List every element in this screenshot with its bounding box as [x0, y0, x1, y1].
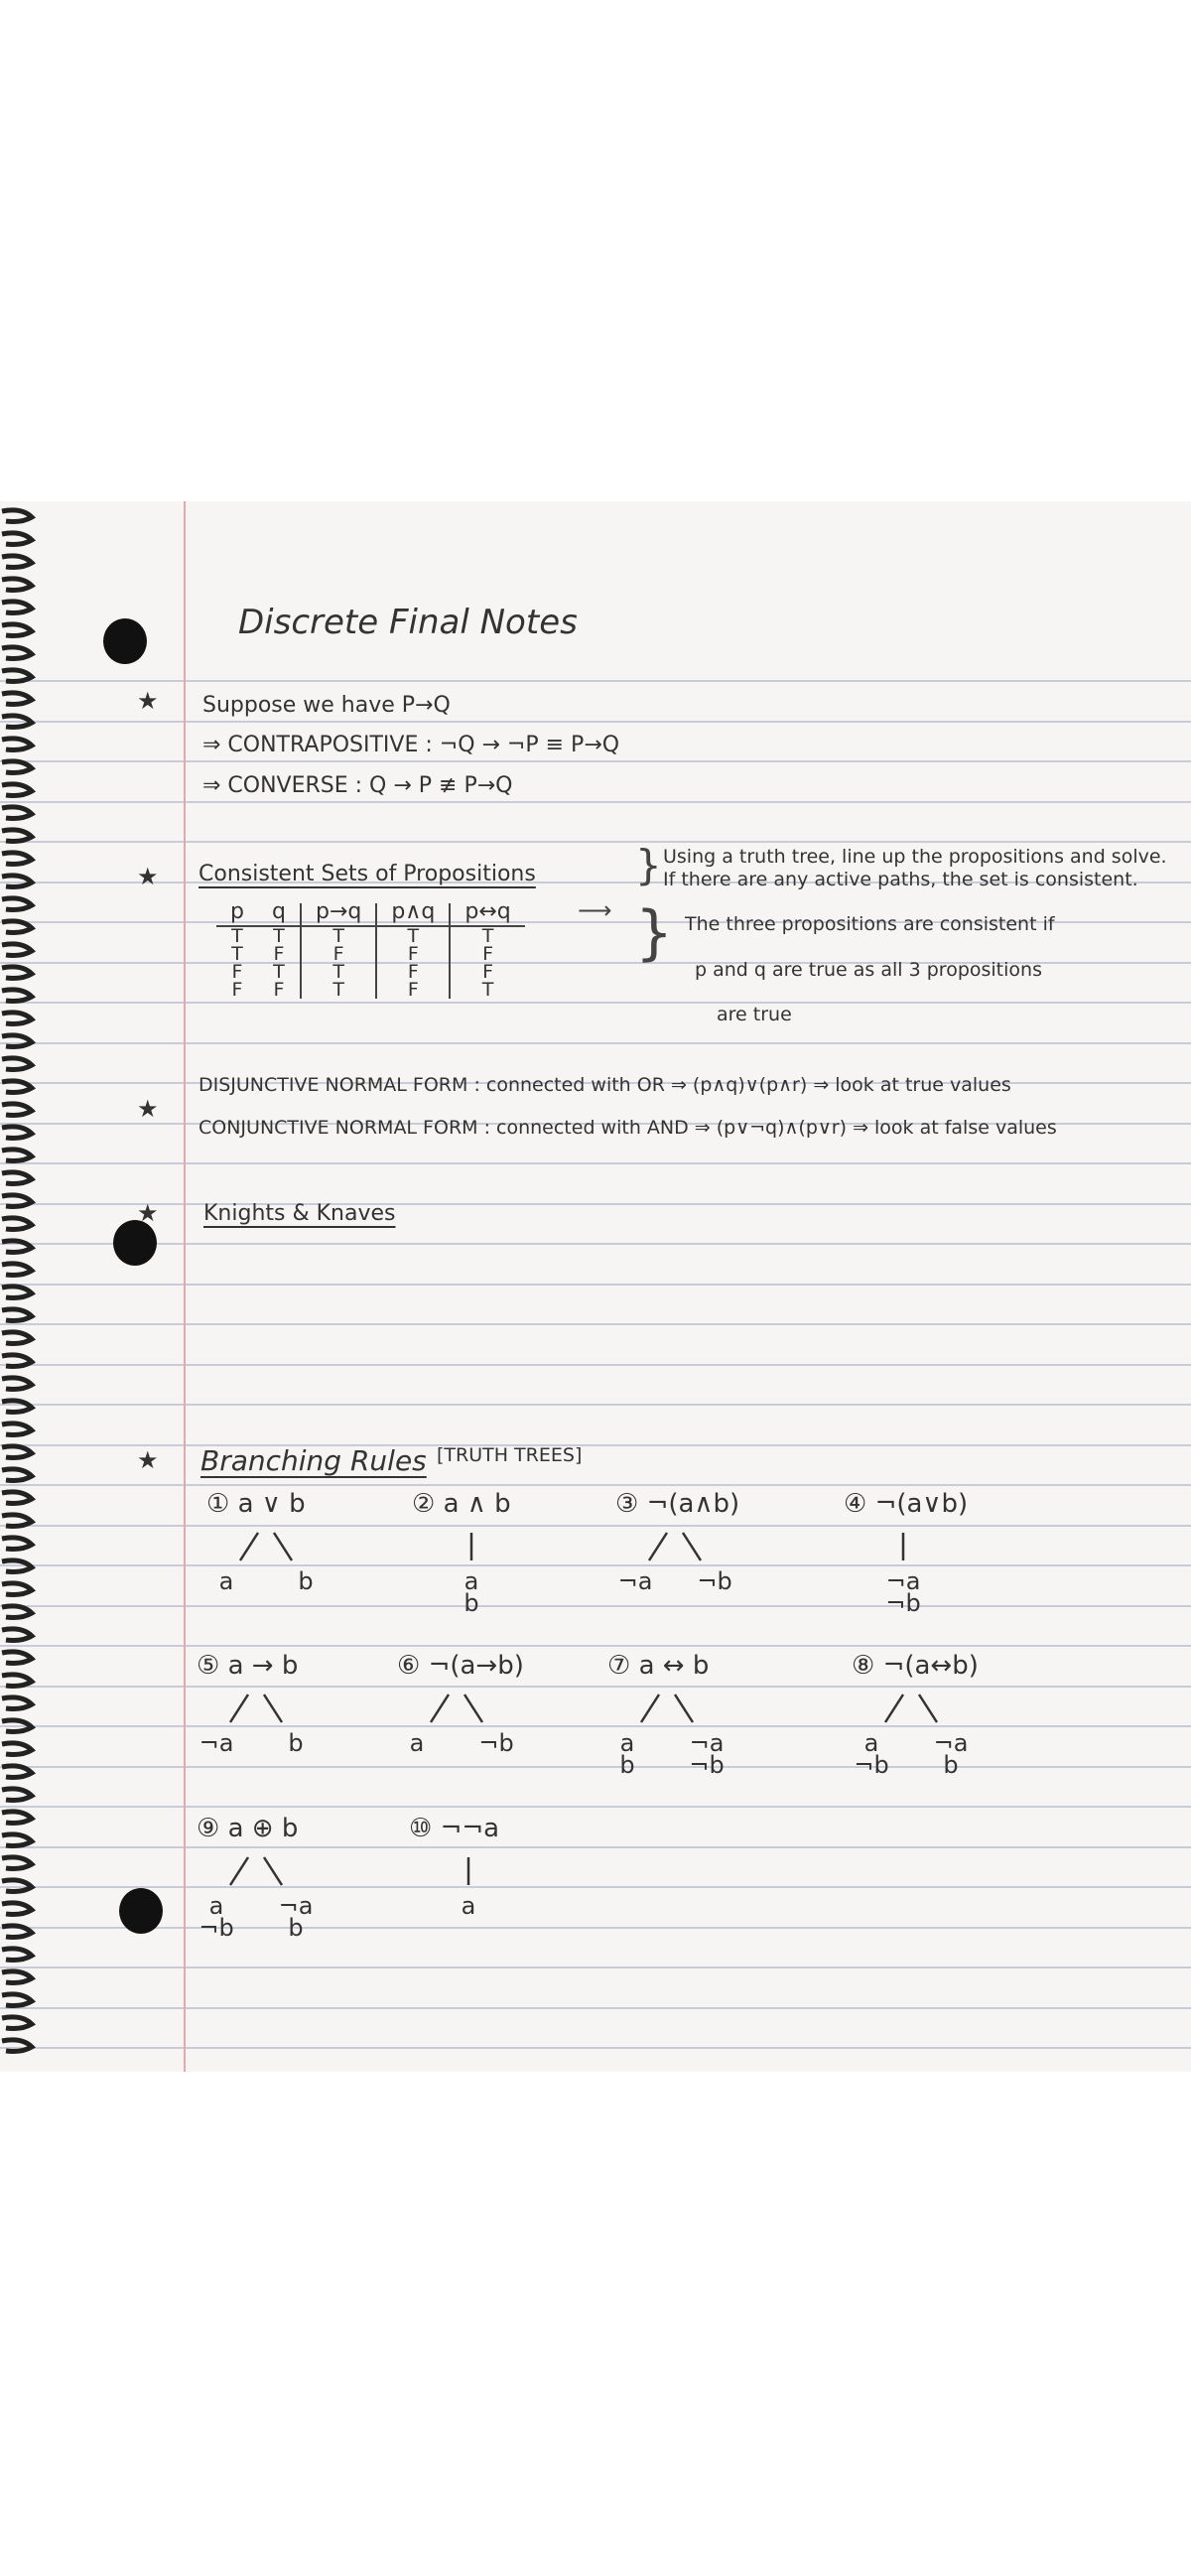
spiral-coil	[2, 990, 32, 1002]
spiral-coil	[2, 876, 32, 887]
spiral-coil	[2, 1378, 32, 1390]
table-cell: T	[301, 981, 376, 999]
converse-line: ⇒ CONVERSE : Q → P ≢ P→Q	[202, 773, 513, 798]
margin-line	[184, 501, 186, 2072]
ruled-line	[0, 1002, 1191, 1004]
tree-branches	[409, 1853, 528, 1893]
branch-line	[464, 1695, 482, 1722]
ruled-line	[0, 1766, 1191, 1768]
brace: }	[635, 841, 662, 889]
spiral-coil	[2, 1150, 32, 1161]
spiral-coil	[2, 624, 32, 636]
tree-right-leaf: b	[288, 1729, 304, 1757]
spiral-coil	[2, 1035, 32, 1047]
spiral-coil	[2, 1127, 32, 1139]
ruled-line	[0, 1484, 1191, 1486]
ruled-line	[0, 1686, 1191, 1688]
spiral-coil	[2, 761, 32, 773]
cnf-line: CONJUNCTIVE NORMAL FORM : connected with AND ⇒ (p∨¬q)∧(p∨r) ⇒ look at false values	[198, 1117, 1057, 1139]
table-cell: F	[376, 945, 450, 963]
tree-stack-leaf: a b	[463, 1567, 479, 1617]
table-cell: T	[376, 926, 450, 945]
spiral-coil	[2, 1081, 32, 1093]
ruled-line	[0, 1284, 1191, 1286]
spiral-coil	[2, 1766, 32, 1778]
spiral-coil	[2, 1789, 32, 1801]
ruled-line	[0, 1645, 1191, 1647]
table-row	[216, 963, 525, 981]
punch-hole	[119, 1888, 163, 1934]
spiral-coil	[2, 1629, 32, 1641]
truth-tree-note-2: If there are any active paths, the set is consistent.	[663, 869, 1138, 890]
spiral-coil	[2, 739, 32, 750]
ruled-line	[0, 1162, 1191, 1164]
table-header: p→q	[301, 903, 376, 926]
ruled-line	[0, 2047, 1191, 2049]
knights-knaves-heading: Knights & Knaves	[203, 1201, 396, 1226]
table-cell: F	[273, 943, 285, 965]
table-row	[216, 945, 525, 963]
tree-branches	[852, 1691, 971, 1730]
tree-stack-leaf: a	[461, 1892, 476, 1920]
ruled-line	[0, 1364, 1191, 1366]
spiral-coil	[2, 1743, 32, 1755]
table-cell: T	[450, 926, 524, 945]
spiral-coil	[2, 1994, 32, 2006]
table-cell: T	[231, 925, 243, 947]
table-row	[216, 981, 525, 999]
spiral-coil	[2, 1675, 32, 1687]
punch-hole	[103, 618, 147, 664]
spiral-coil	[2, 921, 32, 933]
ruled-line	[0, 680, 1191, 682]
spiral-coil	[2, 1332, 32, 1344]
ruled-line	[0, 1966, 1191, 1968]
table-cell: F	[376, 963, 450, 981]
spiral-coil	[2, 1355, 32, 1367]
consistency-explanation-3: are true	[717, 1004, 792, 1025]
consistent-sets-heading: Consistent Sets of Propositions	[198, 862, 536, 886]
spiral-coil	[2, 1309, 32, 1321]
star-bullet: ★	[137, 687, 159, 715]
tree-left-leaf: ¬a	[617, 1567, 653, 1595]
spiral-binding	[0, 501, 40, 2072]
truth-table	[216, 899, 525, 1001]
tree-left-leaf: a b	[619, 1729, 635, 1779]
table-header: p	[216, 903, 258, 926]
spiral-coil	[2, 1812, 32, 1824]
ruled-line	[0, 1525, 1191, 1527]
tree-right-leaf: ¬b	[478, 1729, 514, 1757]
spiral-coil	[2, 1264, 32, 1276]
rule-expression: ⑧ ¬(a↔b)	[852, 1651, 979, 1681]
table-header: q	[258, 903, 301, 926]
branch-line	[683, 1533, 701, 1560]
spiral-coil	[2, 1469, 32, 1481]
tree-branches	[397, 1691, 516, 1730]
consistency-explanation-1: The three propositions are consistent if	[685, 913, 1055, 935]
rule-expression: ③ ¬(a∧b)	[615, 1489, 740, 1519]
branch-line	[641, 1695, 659, 1722]
table-row	[216, 926, 525, 945]
spiral-coil	[2, 1697, 32, 1709]
table-cell: F	[301, 945, 376, 963]
tree-branches	[844, 1529, 963, 1568]
spiral-coil	[2, 1949, 32, 1961]
branching-rules-heading: Branching Rules	[200, 1444, 427, 1477]
star-bullet: ★	[137, 1095, 159, 1123]
rule-expression: ⑩ ¬¬a	[409, 1814, 500, 1843]
tree-right-leaf: ¬b	[697, 1567, 732, 1595]
spiral-coil	[2, 830, 32, 842]
dnf-line: DISJUNCTIVE NORMAL FORM : connected with OR ⇒ (p∧q)∨(p∧r) ⇒ look at true values	[198, 1074, 1011, 1096]
spiral-coil	[2, 647, 32, 659]
spiral-coil	[2, 2040, 32, 2052]
star-bullet: ★	[137, 1199, 159, 1227]
consistency-explanation-2: p and q are true as all 3 propositions	[695, 959, 1042, 981]
table-header: p∧q	[376, 903, 450, 926]
spiral-coil	[2, 510, 32, 522]
tree-left-leaf: ¬a	[198, 1729, 234, 1757]
spiral-coil	[2, 944, 32, 956]
arrow-icon: ⟶	[578, 896, 612, 924]
notebook-page	[0, 501, 1191, 2072]
spiral-coil	[2, 1446, 32, 1458]
spiral-coil	[2, 898, 32, 910]
table-cell: T	[301, 926, 376, 945]
spiral-coil	[2, 2017, 32, 2029]
star-bullet: ★	[137, 863, 159, 890]
brace: }	[635, 898, 674, 968]
table-header: p↔q	[450, 903, 524, 926]
spiral-coil	[2, 693, 32, 705]
table-cell: F	[231, 961, 243, 983]
spiral-coil	[2, 1926, 32, 1938]
ruled-line	[0, 1725, 1191, 1727]
branch-line	[240, 1533, 258, 1560]
tree-branches	[607, 1691, 727, 1730]
spiral-coil	[2, 1058, 32, 1070]
spiral-coil	[2, 579, 32, 591]
branch-line	[919, 1695, 937, 1722]
ruled-line	[0, 2007, 1191, 2009]
spiral-coil	[2, 1424, 32, 1435]
ruled-line	[0, 1203, 1191, 1205]
ruled-line	[0, 1806, 1191, 1808]
ruled-line	[0, 1323, 1191, 1325]
spiral-coil	[2, 853, 32, 865]
tree-left-leaf: a	[409, 1729, 425, 1757]
spiral-coil	[2, 1606, 32, 1618]
spiral-coil	[2, 1104, 32, 1116]
spiral-coil	[2, 1857, 32, 1869]
tree-left-leaf: a	[218, 1567, 234, 1595]
rule-expression: ⑤ a → b	[197, 1651, 299, 1681]
spiral-coil	[2, 1401, 32, 1413]
table-cell: F	[231, 979, 243, 1001]
ruled-line	[0, 1846, 1191, 1848]
branch-line	[675, 1695, 693, 1722]
branch-line	[230, 1857, 248, 1885]
truth-trees-tag: [TRUTH TREES]	[437, 1444, 583, 1466]
ruled-line	[0, 801, 1191, 803]
spiral-coil	[2, 533, 32, 545]
spiral-coil	[2, 1834, 32, 1846]
branch-line	[431, 1695, 449, 1722]
spiral-coil	[2, 807, 32, 819]
spiral-coil	[2, 1560, 32, 1572]
ruled-line	[0, 1564, 1191, 1566]
tree-branches	[197, 1691, 316, 1730]
spiral-coil	[2, 1515, 32, 1527]
branch-line	[274, 1533, 292, 1560]
branch-line	[649, 1533, 667, 1560]
table-cell: F	[376, 981, 450, 999]
spiral-coil	[2, 1013, 32, 1024]
rule-expression: ② a ∧ b	[412, 1489, 511, 1519]
table-cell: F	[273, 979, 285, 1001]
spiral-coil	[2, 1241, 32, 1253]
rule-expression: ⑨ a ⊕ b	[197, 1814, 299, 1843]
spiral-coil	[2, 1903, 32, 1915]
ruled-line	[0, 1042, 1191, 1044]
suppose-line: Suppose we have P→Q	[202, 693, 451, 718]
spiral-coil	[2, 1195, 32, 1207]
rule-expression: ④ ¬(a∨b)	[844, 1489, 969, 1519]
spiral-coil	[2, 602, 32, 613]
ruled-line	[0, 841, 1191, 843]
tree-right-leaf: ¬a ¬b	[689, 1729, 725, 1779]
rule-expression: ① a ∨ b	[206, 1489, 306, 1519]
table-cell: T	[450, 981, 524, 999]
tree-right-leaf: ¬a b	[933, 1729, 969, 1779]
tree-left-leaf: a ¬b	[198, 1892, 234, 1942]
ruled-line	[0, 1444, 1191, 1446]
table-cell: F	[450, 945, 524, 963]
truth-tree-note-1: Using a truth tree, line up the propositions and solve.	[663, 846, 1167, 868]
branch-line	[885, 1695, 903, 1722]
table-cell: T	[231, 943, 243, 965]
ruled-line	[0, 1243, 1191, 1245]
spiral-coil	[2, 1492, 32, 1504]
spiral-coil	[2, 784, 32, 796]
spiral-coil	[2, 670, 32, 682]
tree-right-leaf: ¬a b	[278, 1892, 314, 1942]
table-cell: T	[273, 961, 285, 983]
rule-expression: ⑦ a ↔ b	[607, 1651, 710, 1681]
tree-branches	[412, 1529, 531, 1568]
ruled-line	[0, 721, 1191, 723]
star-bullet: ★	[137, 1446, 159, 1474]
ruled-line	[0, 1404, 1191, 1406]
tree-left-leaf: a ¬b	[854, 1729, 889, 1779]
branch-line	[264, 1695, 282, 1722]
spiral-coil	[2, 1880, 32, 1892]
branch-line	[230, 1695, 248, 1722]
contrapositive-line: ⇒ CONTRAPOSITIVE : ¬Q → ¬P ≡ P→Q	[202, 733, 620, 757]
tree-branches	[615, 1529, 734, 1568]
tree-stack-leaf: ¬a ¬b	[885, 1567, 921, 1617]
ruled-line	[0, 760, 1191, 762]
tree-right-leaf: b	[298, 1567, 314, 1595]
page-title: Discrete Final Notes	[238, 603, 578, 642]
ruled-line	[0, 1605, 1191, 1607]
table-cell: T	[273, 925, 285, 947]
spiral-coil	[2, 1172, 32, 1184]
tree-branches	[197, 1853, 316, 1893]
ruled-line	[0, 1927, 1191, 1929]
spiral-coil	[2, 1652, 32, 1664]
ruled-line	[0, 1886, 1191, 1888]
spiral-coil	[2, 716, 32, 728]
table-cell: T	[301, 963, 376, 981]
spiral-coil	[2, 1287, 32, 1298]
spiral-coil	[2, 1218, 32, 1230]
tree-branches	[206, 1529, 326, 1568]
spiral-coil	[2, 967, 32, 979]
rule-expression: ⑥ ¬(a→b)	[397, 1651, 524, 1681]
spiral-coil	[2, 1538, 32, 1550]
branch-line	[264, 1857, 282, 1885]
spiral-coil	[2, 556, 32, 568]
spiral-coil	[2, 1583, 32, 1595]
table-cell: F	[450, 963, 524, 981]
spiral-coil	[2, 1720, 32, 1732]
spiral-coil	[2, 1971, 32, 1983]
